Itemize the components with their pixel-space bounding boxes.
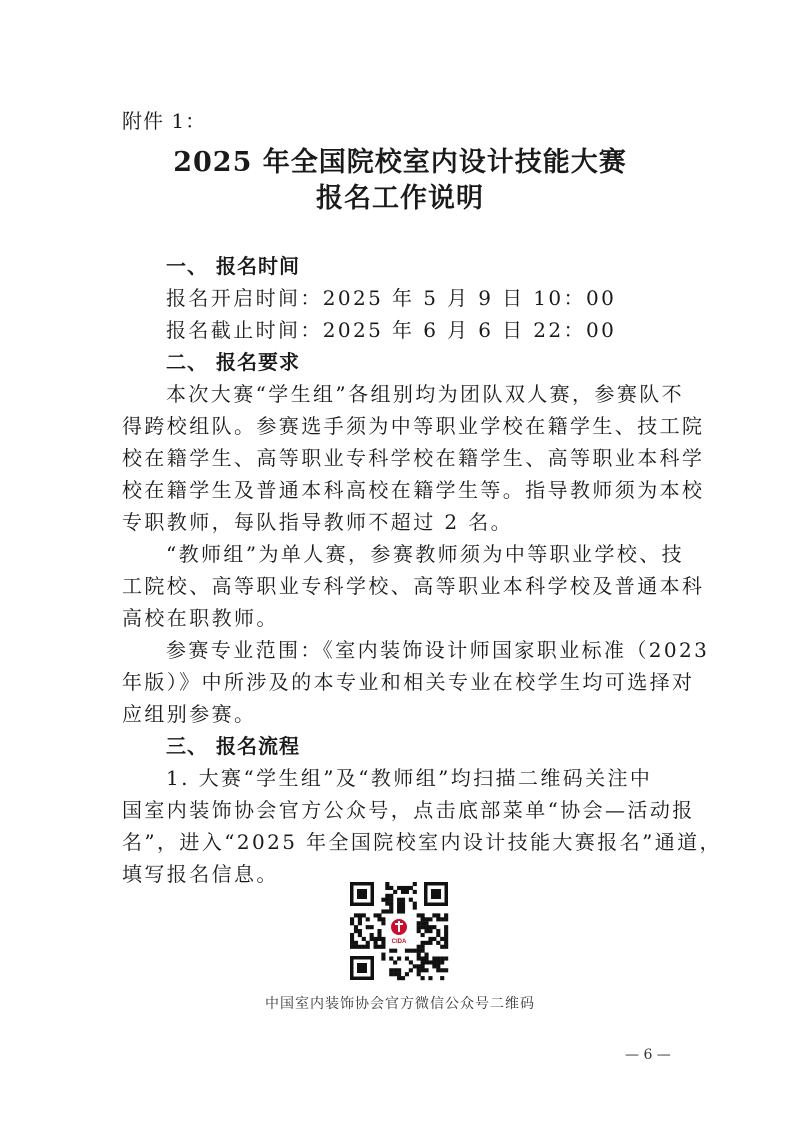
paragraph-line: 参赛专业范围：《室内装饰设计师国家职业标准（2023 [166, 638, 710, 662]
page-number: — 6 — [625, 1047, 671, 1063]
paragraph-line: 年版）》中所涉及的本专业和相关专业在校学生均可选择对 [122, 670, 695, 694]
document-title-line-2: 报名工作说明 [316, 183, 484, 214]
qr-code[interactable] [348, 880, 450, 982]
qr-finder-top-left [350, 882, 374, 906]
paragraph-line: 名”，进入“2025 年全国院校室内设计技能大赛报名”通道， [122, 830, 722, 854]
cida-logo-icon [386, 916, 412, 946]
document-title-line-1: 2025 年全国院校室内设计技能大赛 [173, 147, 627, 178]
section-3-heading: 三、 报名流程 [166, 734, 300, 758]
paragraph-line: 校在籍学生及普通本科高校在籍学生等。指导教师须为本校 [122, 478, 705, 502]
paragraph-line: 应组别参赛。 [122, 702, 257, 726]
registration-close-time: 报名截止时间：2025 年 6 月 6 日 22：00 [166, 318, 617, 342]
paragraph-line: 国室内装饰协会官方公众号，点击底部菜单“协会—活动报 [122, 798, 695, 822]
paragraph-line: 填写报名信息。 [122, 862, 279, 886]
attachment-label: 附件 1： [122, 109, 207, 133]
registration-open-time: 报名开启时间：2025 年 5 月 9 日 10：00 [166, 286, 617, 310]
paragraph-line: 1. 大赛“学生组”及“教师组”均扫描二维码关注中 [166, 766, 653, 790]
section-2-heading: 二、 报名要求 [166, 350, 300, 374]
qr-finder-bottom-left [350, 956, 374, 980]
paragraph-line: 校在籍学生、高等职业专科学校在籍学生、高等职业本科学 [122, 446, 705, 470]
paragraph-line: 本次大赛“学生组”各组别均为团队双人赛，参赛队不 [166, 382, 685, 406]
paragraph-line: 专职教师，每队指导教师不超过 2 名。 [122, 510, 514, 534]
section-1-heading: 一、 报名时间 [166, 254, 300, 278]
qr-finder-top-right [424, 882, 448, 906]
qr-code-caption: 中国室内装饰协会官方微信公众号二维码 [265, 996, 535, 1012]
paragraph-line: 工院校、高等职业专科学校、高等职业本科学校及普通本科 [122, 574, 705, 598]
paragraph-line: 高校在职教师。 [122, 606, 279, 630]
cida-logo-text: CIDA [391, 939, 407, 945]
paragraph-line: “教师组”为单人赛，参赛教师须为中等职业学校、技 [166, 542, 685, 566]
paragraph-line: 得跨校组队。参赛选手须为中等职业学校在籍学生、技工院 [122, 414, 705, 438]
